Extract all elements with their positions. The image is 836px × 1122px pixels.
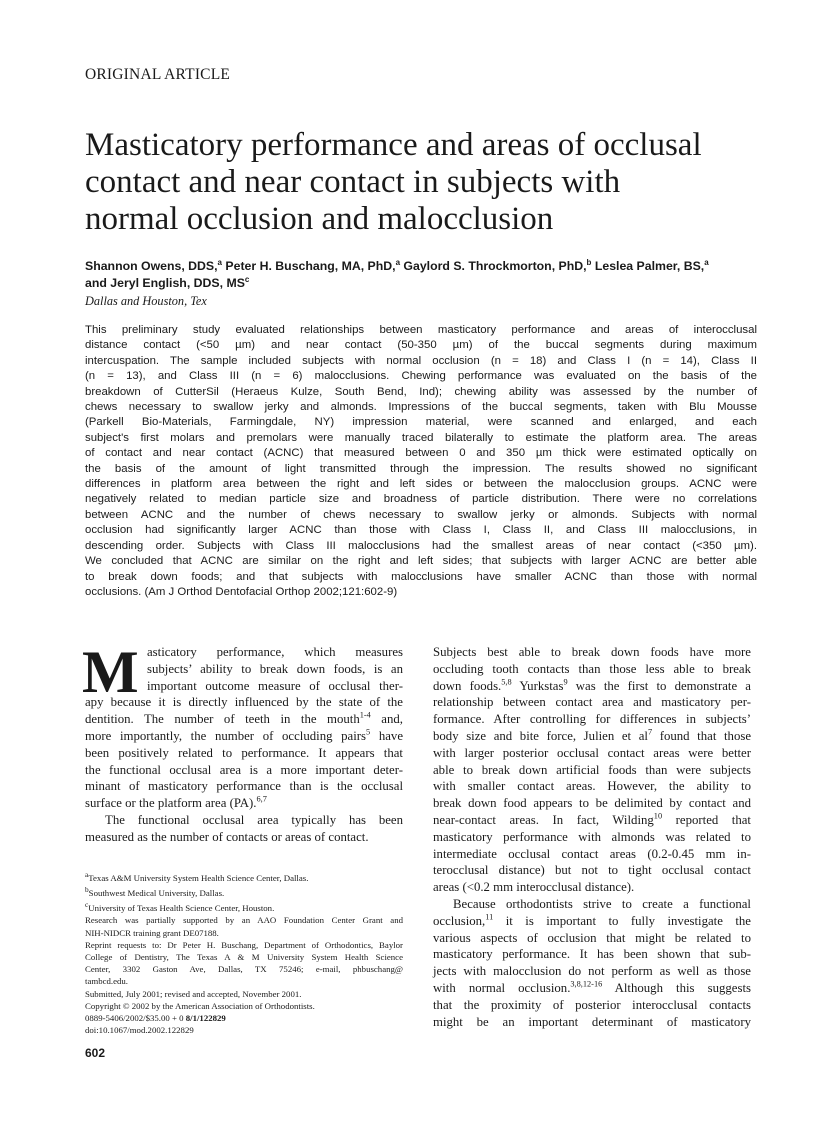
citation-superscript: 1-4: [359, 710, 371, 720]
footnote-line: [85, 951, 403, 963]
citation-superscript: 6,7: [256, 794, 267, 804]
affiliation-marker: c: [244, 274, 250, 284]
section-label: ORIGINAL ARTICLE: [85, 66, 231, 83]
affiliation-marker: a: [395, 257, 401, 267]
text-run: Submitted, July 2001; revised and accepted, November 2001.: [85, 988, 302, 999]
abstract-line: (n = 13), and Class III (n = 6) malocclusions. Chewing performance was evaluated on the basis of the: [85, 370, 757, 383]
text-run: Because orthodontists strive to create a functional: [453, 896, 751, 911]
text-run: terocclusal distance) but not to tight occlusal contact: [433, 863, 751, 878]
drop-cap: M: [82, 639, 139, 705]
footnote-line: [85, 914, 403, 926]
body-line: [433, 644, 751, 661]
body-column-right: [433, 644, 751, 1030]
body-line: [85, 812, 403, 829]
body-line: [433, 728, 751, 745]
abstract-line: negatively related to median particle size and broadness of particle distribution. There were no correlations: [85, 493, 757, 506]
text-run: it is important to fully investigate the: [493, 913, 751, 928]
text-run: Texas A&M University System Health Science Center, Dallas.: [88, 872, 309, 883]
text-run: with smaller contact areas. However, the ability to: [433, 779, 751, 794]
author-line: [85, 275, 765, 292]
text-run: minant of masticatory performance than is the occlusal: [85, 779, 403, 794]
abstract: [85, 323, 757, 600]
abstract-line: distance contact (<50 µm) and near contact (50-350 µm) of the buccal segments during maximum: [85, 339, 757, 352]
affiliation-marker: a: [217, 257, 222, 267]
author-name: Leslea Palmer, BS,: [591, 259, 705, 273]
text-run: subjects’ ability to break down foods, is an: [147, 661, 403, 676]
text-run: Research was partially supported by an AAO Foundation Center Grant and: [85, 915, 403, 926]
body-line: [85, 762, 403, 779]
text-run: the functional occlusal area is a more important deter-: [85, 762, 403, 777]
text-run: important outcome measure of occlusal ther-: [147, 678, 403, 693]
text-run: formance. After controlling for differences in subjects’: [433, 712, 751, 727]
text-run: occluding tooth contacts than those less able to break: [433, 661, 751, 676]
body-line: [433, 1014, 751, 1031]
text-run: able to break down artificial foods than were subjects: [433, 762, 751, 777]
title-line: contact and near contact in subjects with: [85, 164, 621, 200]
affiliation-marker: a: [704, 257, 709, 267]
text-run: found that those: [652, 728, 751, 743]
body-line: [433, 812, 751, 829]
body-line: [433, 829, 751, 846]
text-run: various aspects of occlusion that might be related to: [433, 930, 751, 945]
text-run: body size and bite force, Julien et al: [433, 728, 648, 743]
body-line: [433, 963, 751, 980]
text-run: reported that: [662, 812, 751, 827]
abstract-line: chews necessary to swallow jerky and almonds. Impressions of the buccal segments, taken with Blu Mousse: [85, 401, 757, 414]
body-line: [85, 728, 403, 745]
abstract-line: to break down foods; and that subjects with malocclusions have smaller ACNC than those with normal: [85, 570, 757, 583]
abstract-line: This preliminary study evaluated relationships between masticatory performance and areas of interocclusal: [85, 324, 757, 336]
citation-superscript: 5,8: [501, 677, 512, 687]
text-run: down foods.: [433, 678, 502, 693]
text-run: areas (<0.2 mm interocclusal distance).: [433, 880, 635, 895]
citation-superscript: 3,8,12-16: [570, 979, 603, 989]
text-run: dentition. The number of teeth in the mouth: [85, 712, 360, 727]
abstract-line: descending order. Subjects with Class III malocclusions had the smallest areas of near contact (<350 µm).: [85, 539, 757, 552]
text-run: jects with malocclusion do not perform as well as those: [433, 964, 751, 979]
body-line: [433, 862, 751, 879]
body-line: [433, 778, 751, 795]
footnote-line: [85, 1000, 403, 1012]
body-line: [85, 778, 403, 795]
footnote-line: [85, 884, 403, 899]
abstract-line: between ACNC and the number of chews necessary to swallow jerky or almonds. Subjects with normal: [85, 508, 757, 521]
text-run: tambcd.edu.: [85, 976, 128, 987]
body-line: [433, 846, 751, 863]
footnote-line: [85, 869, 403, 884]
footnote-line: [85, 939, 403, 951]
text-run: with larger posterior occlusal contact areas were better: [433, 745, 751, 760]
text-run: asticatory performance, which measures: [147, 645, 403, 659]
text-run: occlusion,: [433, 913, 486, 928]
body-line: [433, 678, 751, 695]
body-line: [433, 913, 751, 930]
footnote-line: [85, 927, 403, 939]
author-name: Gaylord S. Throckmorton, PhD,: [400, 259, 587, 273]
citation-superscript: 7: [647, 727, 653, 737]
text-run: Yurkstas: [511, 678, 564, 693]
text-run: apy because it is directly influenced by the state of the: [85, 695, 403, 710]
text-run: Center, 3302 Gaston Ave, Dallas, TX 75246; e-mail, phbuschang@: [85, 964, 403, 975]
footnote-line: [85, 975, 403, 987]
footnote-line: [85, 899, 403, 914]
abstract-line: differences in platform area between the right and left sides or between the malocclusion groups. ACNC were: [85, 478, 757, 491]
text-run: masticatory performance. It has been shown that sub-: [433, 947, 751, 962]
text-run: and,: [370, 712, 403, 727]
text-run: Subjects best able to break down foods have more: [433, 645, 751, 659]
body-line: [433, 745, 751, 762]
abstract-line: We concluded that ACNC are similar on the right and left sides; that subjects with larger ACNC are better able: [85, 555, 757, 568]
text-run: Southwest Medical University, Dallas.: [88, 888, 225, 899]
citation-superscript: 9: [563, 677, 568, 687]
text-run: doi:10.1067/mod.2002.122829: [85, 1025, 194, 1036]
text-run: have: [370, 728, 403, 743]
body-line: [85, 711, 403, 728]
text-run: that the proximity of posterior interocclusal contacts: [433, 997, 751, 1012]
body-line: [433, 997, 751, 1014]
text-run: Although this suggests: [602, 980, 751, 995]
text-run: NIH-NIDCR training grant DE07188.: [85, 927, 219, 938]
body-line: [433, 896, 751, 913]
text-run: College of Dentistry, The Texas A & M University System Health Science: [85, 951, 403, 962]
citation-superscript: c: [85, 900, 89, 910]
body-column-left: [82, 639, 403, 846]
citation-superscript: 11: [485, 912, 494, 922]
body-line: [433, 795, 751, 812]
text-run: with normal occlusion.: [433, 980, 571, 995]
text-run: been positively related to performance. It appears that: [85, 745, 403, 760]
article-title: [85, 127, 785, 238]
footnote-line: [85, 988, 403, 1000]
body-line: [433, 946, 751, 963]
title-line: Masticatory performance and areas of occlusal: [85, 127, 702, 163]
body-line: [85, 829, 403, 846]
text-run: masticatory performance with almonds was related to: [433, 829, 751, 844]
text-run: 8/1/122829: [185, 1013, 226, 1023]
author-location: Dallas and Houston, Tex: [85, 294, 207, 308]
footnote-line: [85, 963, 403, 975]
footnote-line: [85, 1024, 403, 1036]
author-name: Peter H. Buschang, MA, PhD,: [222, 259, 396, 273]
body-line: [433, 762, 751, 779]
body-line: [433, 711, 751, 728]
text-run: The functional occlusal area typically has been: [105, 812, 403, 827]
footnote-line: [85, 1012, 403, 1024]
text-run: was the first to demonstrate a: [567, 678, 751, 693]
abstract-line: subject's first molars and premolars were manually traced bilaterally to estimate the platform area. The areas: [85, 431, 757, 444]
citation-superscript: 5: [366, 727, 371, 737]
body-line: [433, 694, 751, 711]
text-run: intermediate occlusal contact areas (0.2-0.45 mm in-: [433, 846, 751, 861]
affiliation-marker: b: [586, 257, 592, 267]
abstract-line: (Parkell Bio-Materials, Farmingdale, NY) impression material, were scanned and enlarged, and each: [85, 416, 757, 429]
author-name: Shannon Owens, DDS,: [85, 259, 218, 273]
text-run: might be an important determinant of masticatory: [433, 1014, 751, 1029]
text-run: near-contact areas. In fact, Wilding: [433, 812, 654, 827]
abstract-line: the basis of the amount of light transmitted through the impression. The results showed no significant: [85, 462, 757, 475]
body-line: [433, 980, 751, 997]
citation-superscript: 10: [653, 811, 663, 821]
author-list: [85, 258, 765, 292]
abstract-line: breakdown of CutterSil (Heraeus Kulze, South Bend, Ind); chewing ability was assessed by the number of: [85, 385, 757, 398]
text-run: 0889-5406/2002/$35.00 + 0: [85, 1013, 186, 1023]
body-line: [433, 879, 751, 896]
author-line: [85, 258, 765, 275]
text-run: break down food appears to be delimited by contact and: [433, 796, 751, 811]
text-run: Copyright © 2002 by the American Association of Orthodontists.: [85, 1000, 315, 1011]
abstract-line: of contact and near contact (ACNC) that measured between 0 and 350 µm thick were estimated optically on: [85, 447, 757, 460]
body-line: [85, 745, 403, 762]
author-name: and Jeryl English, DDS, MS: [85, 276, 245, 290]
abstract-line: occlusion had significantly larger ACNC than those with Class I, Class II, and Class III malocclusions, in: [85, 524, 757, 537]
text-run: relationship between contact area and masticatory per-: [433, 695, 751, 710]
body-line: [85, 795, 403, 812]
text-run: measured as the number of contacts or areas of contact.: [85, 829, 369, 844]
abstract-line: occlusions. (Am J Orthod Dentofacial Orthop 2002;121:602-9): [85, 585, 398, 598]
title-line: normal occlusion and malocclusion: [85, 201, 554, 237]
text-run: Reprint requests to: Dr Peter H. Buschang, Department of Orthodontics, Baylor: [85, 939, 403, 950]
citation-superscript: a: [85, 870, 89, 879]
text-run: University of Texas Health Science Center, Houston.: [88, 903, 275, 914]
footnotes: [85, 869, 403, 1036]
body-line: [433, 661, 751, 678]
abstract-line: intercuspation. The sample included subjects with normal occlusion (n = 18) and Class I (n = 14), Class II: [85, 354, 757, 367]
page-number: 602: [85, 1046, 106, 1060]
text-run: more importantly, the number of occluding pairs: [85, 728, 367, 743]
body-line: [433, 930, 751, 947]
citation-superscript: b: [85, 885, 89, 895]
text-run: surface or the platform area (PA).: [85, 796, 257, 811]
